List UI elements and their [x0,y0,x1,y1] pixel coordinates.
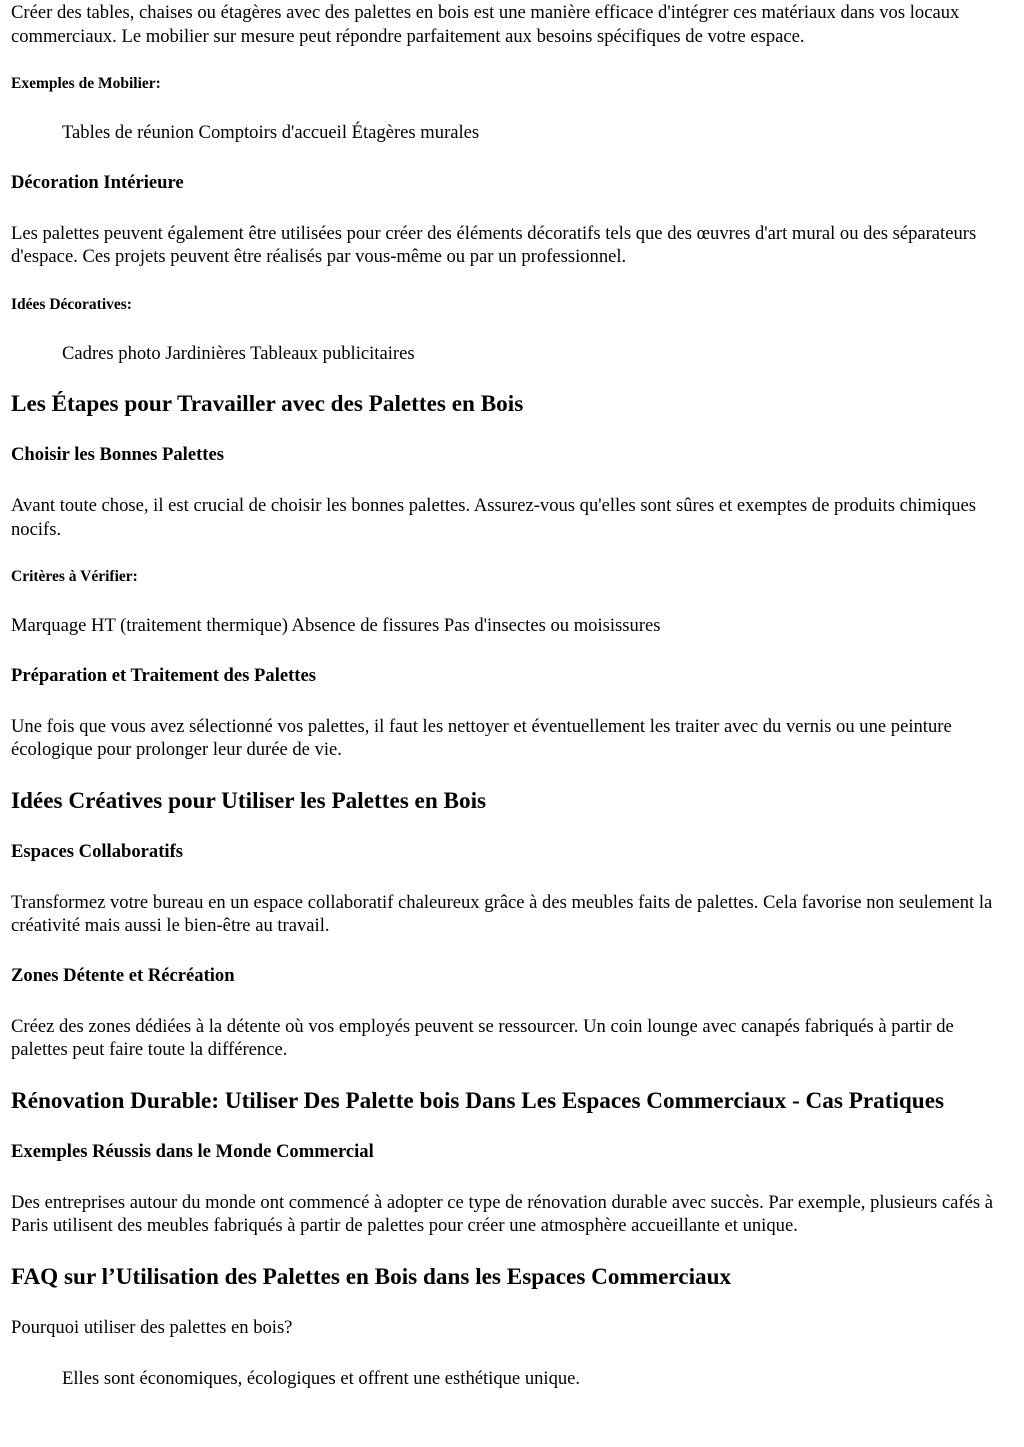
faq-answer: Elles sont économiques, écologiques et offrent une esthétique unique. [62,1368,581,1389]
success-examples-heading: Exemples Réussis dans le Monde Commercial [11,1140,374,1162]
criteria-heading: Critères à Vérifier: [11,568,138,585]
interior-decoration-heading: Décoration Intérieure [11,171,184,193]
renovation-heading: Rénovation Durable: Utiliser Des Palette bois Dans Les Espaces Commerciaux - Cas Pratiques [11,1087,945,1114]
success-examples-paragraph: Des entreprises autour du monde ont commencé à adopter ce type de rénovation durable avec succès. Par exemple, plusieurs cafés à Paris utilisent des meubles fabriqués à partir de palettes pour créer une atmosphère accueillante et unique. [11,1191,993,1236]
faq-question: Pourquoi utiliser des palettes en bois? [11,1316,293,1338]
criteria-list: Marquage HT (traitement thermique) Absence de fissures Pas d'insectes ou moisissures [11,615,661,636]
relaxation-zones-heading: Zones Détente et Récréation [11,964,235,986]
decorative-ideas-list: Cadres photo Jardinières Tableaux publicitaires [62,342,415,364]
furniture-examples-heading: Exemples de Mobilier: [11,75,161,92]
creative-ideas-heading: Idées Créatives pour Utiliser les Palettes en Bois [11,787,487,814]
furniture-examples-list: Tables de réunion Comptoirs d'accueil Étagères murales [62,122,480,143]
collaborative-spaces-paragraph: Transformez votre bureau en un espace collaboratif chaleureux grâce à des meubles faits de palettes. Cela favorise non seulement la créativité mais aussi le bien-être au travail. [11,891,993,936]
intro-paragraph: Créer des tables, chaises ou étagères avec des palettes en bois est une manière efficace d'intégrer ces matériaux dans vos locaux commerciaux. Le mobilier sur mesure peut répondre parfaitement aux besoins spécifiques de votre espace. [11,2,960,47]
interior-decoration-paragraph: Les palettes peuvent également être utilisées pour créer des éléments décoratifs tels que des œuvres d'art mural ou des séparateurs d'espace. Ces projets peuvent être réalisés par vous-même ou par un professionnel. [11,222,977,267]
choose-pallets-heading: Choisir les Bonnes Palettes [11,444,224,465]
collaborative-spaces-heading: Espaces Collaboratifs [11,840,183,862]
faq-heading: FAQ sur l’Utilisation des Palettes en Bois dans les Espaces Commerciaux [11,1263,732,1290]
choose-pallets-paragraph: Avant toute chose, il est crucial de choisir les bonnes palettes. Assurez-vous qu'elles sont sûres et exemptes de produits chimiques nocifs. [11,495,977,540]
preparation-paragraph: Une fois que vous avez sélectionné vos palettes, il faut les nettoyer et éventuellement les traiter avec du vernis ou une peinture écologique pour prolonger leur durée de vie. [11,715,952,760]
decorative-ideas-heading: Idées Décoratives: [11,295,132,313]
article-content [0,1,1024,1391]
relaxation-zones-paragraph: Créez des zones dédiées à la détente où vos employés peuvent se ressourcer. Un coin lounge avec canapés fabriqués à partir de palettes peut faire toute la différence. [11,1015,954,1060]
steps-heading: Les Étapes pour Travailler avec des Palettes en Bois [11,391,524,417]
preparation-heading: Préparation et Traitement des Palettes [11,664,316,686]
